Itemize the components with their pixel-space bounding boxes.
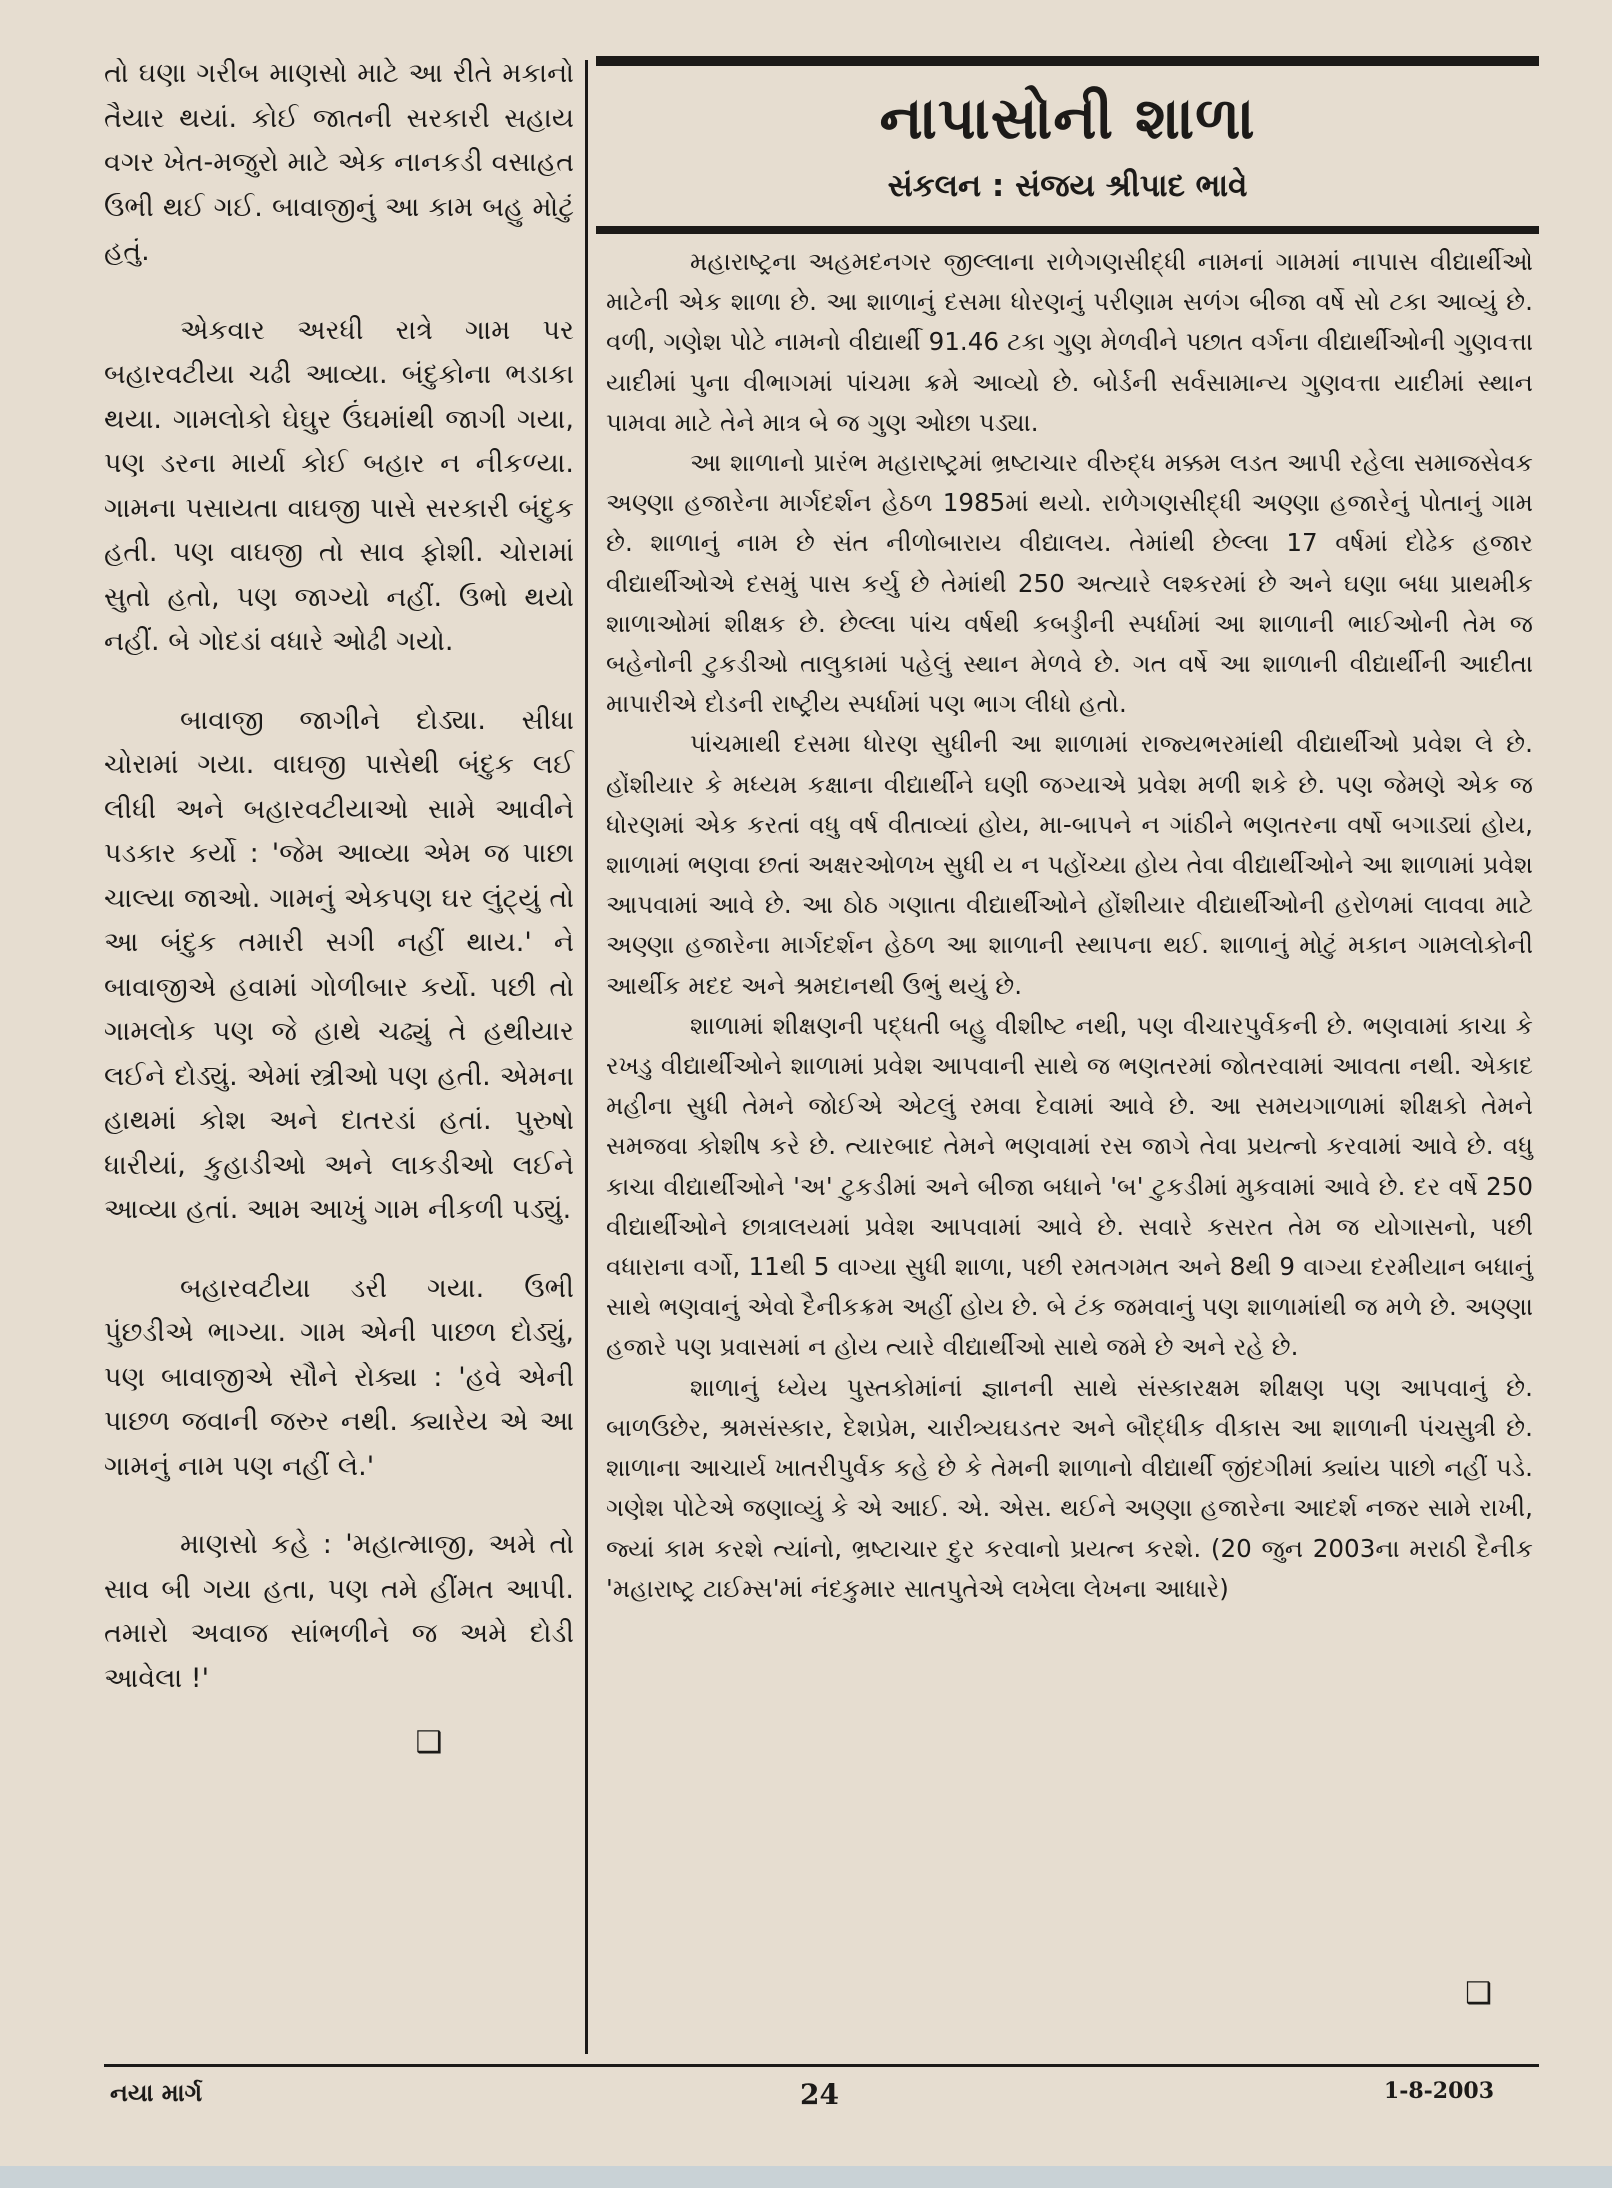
publication-name: નયા માર્ગ bbox=[110, 2078, 203, 2107]
article-paragraph-5: શાળાનું ધ્યેય પુસ્તકોમાંનાં જ્ઞાનની સાથે સંસ્કારક્ષમ શીક્ષણ પણ આપવાનું છે. બાળઉછેર, શ્રમસંસ્કાર, દેશપ્રેમ, ચારીત્ર્યઘડતર અને બૌદ્ધીક વીકાસ આ શાળાની પંચસુત્રી છે. શાળાના આચાર્ય ખાતરીપુર્વક કહે છે કે તેમની શાળાનો વીદ્યાર્થી જીંદગીમાં ક્યાંય પાછો નહીં પડે. ગણેશ પોટેએ જણાવ્યું કે એ આઈ. એ. એસ. થઈને અણ્ણા હજારેના આદર્શ નજર સામે રાખી, જ્યાં કામ કરશે ત્યાંનો, ભ્રષ્ટાચાર દુર કરવાનો પ્રયત્ન કરશે. (20 જુન 2003ના મરાઠી દૈનીક 'મહારાષ્ટ્ર ટાઈમ્સ'માં નંદકુમાર સાતપુતેએ લખેલા લેખના આધારે) bbox=[606, 1372, 1533, 1603]
scan-edge bbox=[0, 2166, 1612, 2188]
article-paragraph-1: મહારાષ્ટ્રના અહમદનગર જીલ્લાના રાળેગણસીદ્ધી નામનાં ગામમાં નાપાસ વીદ્યાર્થીઓ માટેની એક શાળા છે. આ શાળાનું દસમા ધોરણનું પરીણામ સળંગ બીજા વર્ષે સો ટકા આવ્યું છે. વળી, ગણેશ પોટે નામનો વીદ્યાર્થી 91.46 ટકા ગુણ મેળવીને પછાત વર્ગના વીદ્યાર્થીઓની ગુણવત્તા યાદીમાં પુના વીભાગમાં પાંચમા ક્રમે આવ્યો છે. બોર્ડની સર્વસામાન્ય ગુણવત્તા યાદીમાં સ્થાન પામવા માટે તેને માત્ર બે જ ગુણ ઓછા પડ્યા. bbox=[606, 247, 1533, 437]
left-paragraph-5: માણસો કહે : 'મહાત્માજી, અમે તો સાવ બી ગયા હતા, પણ તમે હીંમત આપી. તમારો અવાજ સાંભળીને જ અમે દોડી આવેલા !' bbox=[104, 1529, 574, 1694]
footer-divider bbox=[104, 2064, 1539, 2067]
left-paragraph-2: એકવાર અરધી રાત્રે ગામ પર બહારવટીયા ચઢી આવ્યા. બંદુકોના ભડાકા થયા. ગામલોકો ઘેઘુર ઉંઘમાંથી જાગી ગયા, પણ ડરના માર્યા કોઈ બહાર ન નીકળ્યા. ગામના પસાયતા વાઘજી પાસે સરકારી બંદુક હતી. પણ વાઘજી તો સાવ ફોશી. ચોરામાં સુતો હતો, પણ જાગ્યો નહીં. ઉભો થયો નહીં. બે ગોદડાં વધારે ઓઢી ગયો. bbox=[104, 314, 574, 657]
article-paragraph-3: પાંચમાથી દસમા ધોરણ સુધીની આ શાળામાં રાજ્યભરમાંથી વીદ્યાર્થીઓ પ્રવેશ લે છે. હોંશીયાર કે મધ્યમ કક્ષાના વીદ્યાર્થીને ઘણી જગ્યાએ પ્રવેશ મળી શકે છે. પણ જેમણે એક જ ધોરણમાં એક કરતાં વધુ વર્ષ વીતાવ્યાં હોય, મા-બાપને ન ગાંઠીને ભણતરના વર્ષો બગાડ્યાં હોય, શાળામાં ભણવા છતાં અક્ષરઓળખ સુધી ય ન પહોંચ્યા હોય તેવા વીદ્યાર્થીઓને આ શાળામાં પ્રવેશ આપવામાં આવે છે. આ ઠોઠ ગણાતા વીદ્યાર્થીઓને હોંશીયાર વીદ્યાર્થીઓની હરોળમાં લાવવા માટે અણ્ણા હજારેના માર્ગદર્શન હેઠળ આ શાળાની સ્થાપના થઈ. શાળાનું મોટું મકાન ગામલોકોની આર્થીક મદદ અને શ્રમદાનથી ઉભું થયું છે. bbox=[606, 729, 1533, 1000]
left-column bbox=[104, 52, 574, 1760]
page-number: 24 bbox=[800, 2078, 839, 2111]
article-paragraph-2: આ શાળાનો પ્રારંભ મહારાષ્ટ્રમાં ભ્રષ્ટાચાર વીરુદ્ધ મક્કમ લડત આપી રહેલા સમાજસેવક અણ્ણા હજારેના માર્ગદર્શન હેઠળ 1985માં થયો. રાળેગણસીદ્ધી અણ્ણા હજારેનું પોતાનું ગામ છે. શાળાનું નામ છે સંત નીળોબારાય વીદ્યાલય. તેમાંથી છેલ્લા 17 વર્ષમાં દોઢેક હજાર વીદ્યાર્થીઓએ દસમું પાસ કર્યુ છે તેમાંથી 250 અત્યારે લશ્કરમાં છે અને ઘણા બધા પ્રાથમીક શાળાઓમાં શીક્ષક છે. છેલ્લા પાંચ વર્ષથી કબડ્ડીની સ્પર્ધામાં આ શાળાની ભાઈઓની તેમ જ બહેનોની ટુકડીઓ તાલુકામાં પહેલું સ્થાન મેળવે છે. ગત વર્ષે આ શાળાની વીદ્યાર્થીની આદીતા માપારીએ દોડની રાષ્ટ્રીય સ્પર્ધામાં પણ ભાગ લીધો હતો. bbox=[606, 448, 1533, 719]
left-paragraph-1: તો ઘણા ગરીબ માણસો માટે આ રીતે મકાનો તૈયાર થયાં. કોઈ જાતની સરકારી સહાય વગર ખેત-મજુરો માટે એક નાનકડી વસાહત ઉભી થઈ ગઈ. બાવાજીનું આ કામ બહુ મોટું હતું. bbox=[104, 58, 574, 267]
article-byline: સંકલન : સંજય શ્રીપાદ ભાવે bbox=[887, 168, 1248, 204]
issue-date: 1-8-2003 bbox=[1383, 2078, 1494, 2104]
left-paragraph-3: બાવાજી જાગીને દોડ્યા. સીધા ચોરામાં ગયા. વાઘજી પાસેથી બંદુક લઈ લીધી અને બહારવટીયાઓ સામે આવીને પડકાર કર્યો : 'જેમ આવ્યા એમ જ પાછા ચાલ્યા જાઓ. ગામનું એકપણ ઘર લુંટ્યું તો આ બંદુક તમારી સગી નહીં થાય.' ને બાવાજીએ હવામાં ગોળીબાર કર્યો. પછી તો ગામલોક પણ જે હાથે ચઢ્યું તે હથીયાર લઈને દોડ્યું. એમાં સ્ત્રીઓ પણ હતી. એમના હાથમાં કોશ અને દાતરડાં હતાં. પુરુષો ધારીયાં, કુહાડીઓ અને લાકડીઓ લઈને આવ્યા હતાં. આમ આખું ગામ નીકળી પડ્યું. bbox=[104, 704, 574, 1225]
article-end-mark-icon: ❑ bbox=[1465, 1976, 1492, 2011]
left-paragraph-4: બહારવટીયા ડરી ગયા. ઉભી પુંછડીએ ભાગ્યા. ગામ એની પાછળ દોડ્યું, પણ બાવાજીએ સૌને રોક્યા : 'હવે એની પાછળ જવાની જરુર નથી. ક્યારેય એ આ ગામનું નામ પણ નહીં લે.' bbox=[104, 1272, 574, 1482]
article-title: નાપાસોની શાળા bbox=[879, 84, 1256, 152]
article-paragraph-4: શાળામાં શીક્ષણની પદ્ધતી બહુ વીશીષ્ટ નથી, પણ વીચારપુર્વકની છે. ભણવામાં કાચા કે રખડુ વીદ્યાર્થીઓને શાળામાં પ્રવેશ આપવાની સાથે જ ભણતરમાં જોતરવામાં આવતા નથી. એકાદ મહીના સુધી તેમને જોઈએ એટલું રમવા દેવામાં આવે છે. આ સમયગાળામાં શીક્ષકો તેમને સમજવા કોશીષ કરે છે. ત્યારબાદ તેમને ભણવામાં રસ જાગે તેવા પ્રયત્નો કરવામાં આવે છે. વધુ કાચા વીદ્યાર્થીઓને 'અ' ટુકડીમાં અને બીજા બધાને 'બ' ટુકડીમાં મુકવામાં આવે છે. દર વર્ષે 250 વીદ્યાર્થીઓને છાત્રાલયમાં પ્રવેશ આપવામાં આવે છે. સવારે કસરત તેમ જ યોગાસનો, પછી વધારાના વર્ગો, 11થી 5 વાગ્યા સુધી શાળા, પછી રમતગમત અને 8થી 9 વાગ્યા દરમીયાન બધાનું સાથે ભણવાનું એવો દૈનીકક્રમ અહીં હોય છે. બે ટંક જમવાનું પણ શાળામાંથી જ મળે છે. અણ્ણા હજારે પણ પ્રવાસમાં ન હોય ત્યારે વીદ્યાર્થીઓ સાથે જમે છે અને રહે છે. bbox=[606, 1010, 1533, 1362]
left-end-mark-icon: ❑ bbox=[415, 1725, 443, 1760]
article-body bbox=[596, 242, 1539, 1609]
article-header bbox=[596, 56, 1539, 234]
column-divider bbox=[585, 60, 588, 2054]
article-column bbox=[596, 56, 1539, 1609]
